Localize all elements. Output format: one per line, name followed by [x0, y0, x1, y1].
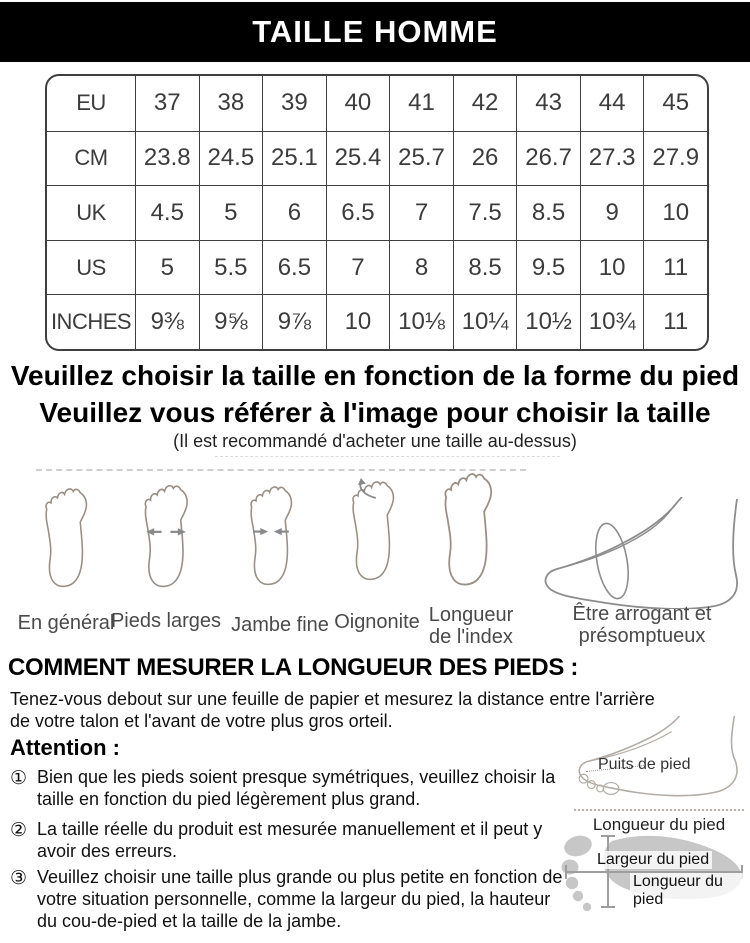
row-header-uk: UK: [76, 199, 106, 225]
table-row-us: US 5 5.5 6.5 7 8 8.5 9.5 10 11: [47, 240, 707, 295]
foot-type-label: En général: [17, 612, 115, 634]
advice-line-1: Veuillez choisir la taille en fonction de la forme du pied: [10, 360, 740, 391]
table-row-inches: INCHES 9⅜ 9⅝ 9⅞ 10 10⅛ 10¼ 10½ 10¾ 11: [47, 294, 707, 349]
toe-height-dashed-line-2: [215, 456, 560, 457]
size-conversion-table: [45, 74, 709, 351]
table-row-cm: CM 23.8 24.5 25.1 25.4 25.7 26 26.7 27.3 27.9: [47, 131, 707, 186]
row-header-eu: EU: [76, 90, 106, 116]
foot-bunion-icon: [343, 462, 403, 604]
note-text: Bien que les pieds soient presque symétriques, veuillez choisir la taille en fonction du pied légèrement plus grand.: [37, 767, 556, 809]
foot-type-label: Longueur de l'index: [428, 604, 514, 649]
note-text: La taille réelle du produit est mesurée manuellement et il peut y avoir des erreurs.: [37, 819, 543, 861]
foot-type-label: Jambe fine: [231, 614, 329, 636]
attention-note-3: [10, 867, 568, 933]
foot-wide-icon: [135, 469, 197, 608]
instep-label: Puits de pied: [598, 756, 691, 773]
circled-number-2: ②: [10, 820, 28, 841]
inward-arrows-icon: [241, 469, 301, 607]
foot-length-label-2: Longueur du pied: [630, 873, 750, 909]
foot-length-label: Longueur du pied: [592, 815, 726, 834]
foot-length-measure-line: [574, 809, 744, 811]
foot-long-index-icon: [434, 458, 502, 606]
foot-type-label: Pieds larges: [110, 610, 222, 632]
circled-number-3: ③: [10, 868, 28, 889]
foot-type-label: Être arrogant et présomptueux: [572, 603, 712, 648]
row-header-us: US: [76, 254, 106, 280]
measure-instructions: Tenez-vous debout sur une feuille de papier et mesurez la distance entre l'arrière de votre talon et l'avant de votre plus gros orteil.: [10, 689, 655, 731]
attention-note-2: [10, 819, 568, 863]
row-header-cm: CM: [74, 145, 108, 171]
row-header-inches: INCHES: [50, 309, 132, 335]
page-title: TAILLE HOMME: [0, 2, 750, 62]
circled-number-1: ①: [10, 768, 28, 789]
table-row-eu: EU 37 38 39 40 41 42 43 44 45: [47, 76, 707, 131]
outward-arrows-icon: [135, 469, 197, 608]
bunion-arrow-icon: [343, 462, 403, 604]
foot-type-label: Oignonite: [334, 611, 420, 633]
advice-note: (Il est recommandé d'acheter une taille au-dessus): [173, 431, 577, 451]
attention-heading: Attention :: [10, 735, 120, 760]
foot-side-high-instep-icon: [533, 497, 747, 609]
foot-slim-icon: [241, 469, 301, 607]
measure-section-heading: COMMENT MESURER LA LONGUEUR DES PIEDS :: [8, 654, 579, 681]
note-text: Veuillez choisir une taille plus grande ou plus petite en fonction de votre situation personnelle, comme la largeur du pied, la hauteur du cou-de-pied et la taille de la jambe.: [37, 867, 563, 931]
foot-width-label: Largeur du pied: [594, 851, 712, 869]
attention-note-1: [10, 767, 568, 811]
foot-normal-icon: [36, 472, 96, 608]
advice-line-2: Veuillez vous référer à l'image pour choisir la taille: [39, 397, 711, 428]
table-row-uk: UK 4.5 5 6 6.5 7 7.5 8.5 9 10: [47, 185, 707, 240]
